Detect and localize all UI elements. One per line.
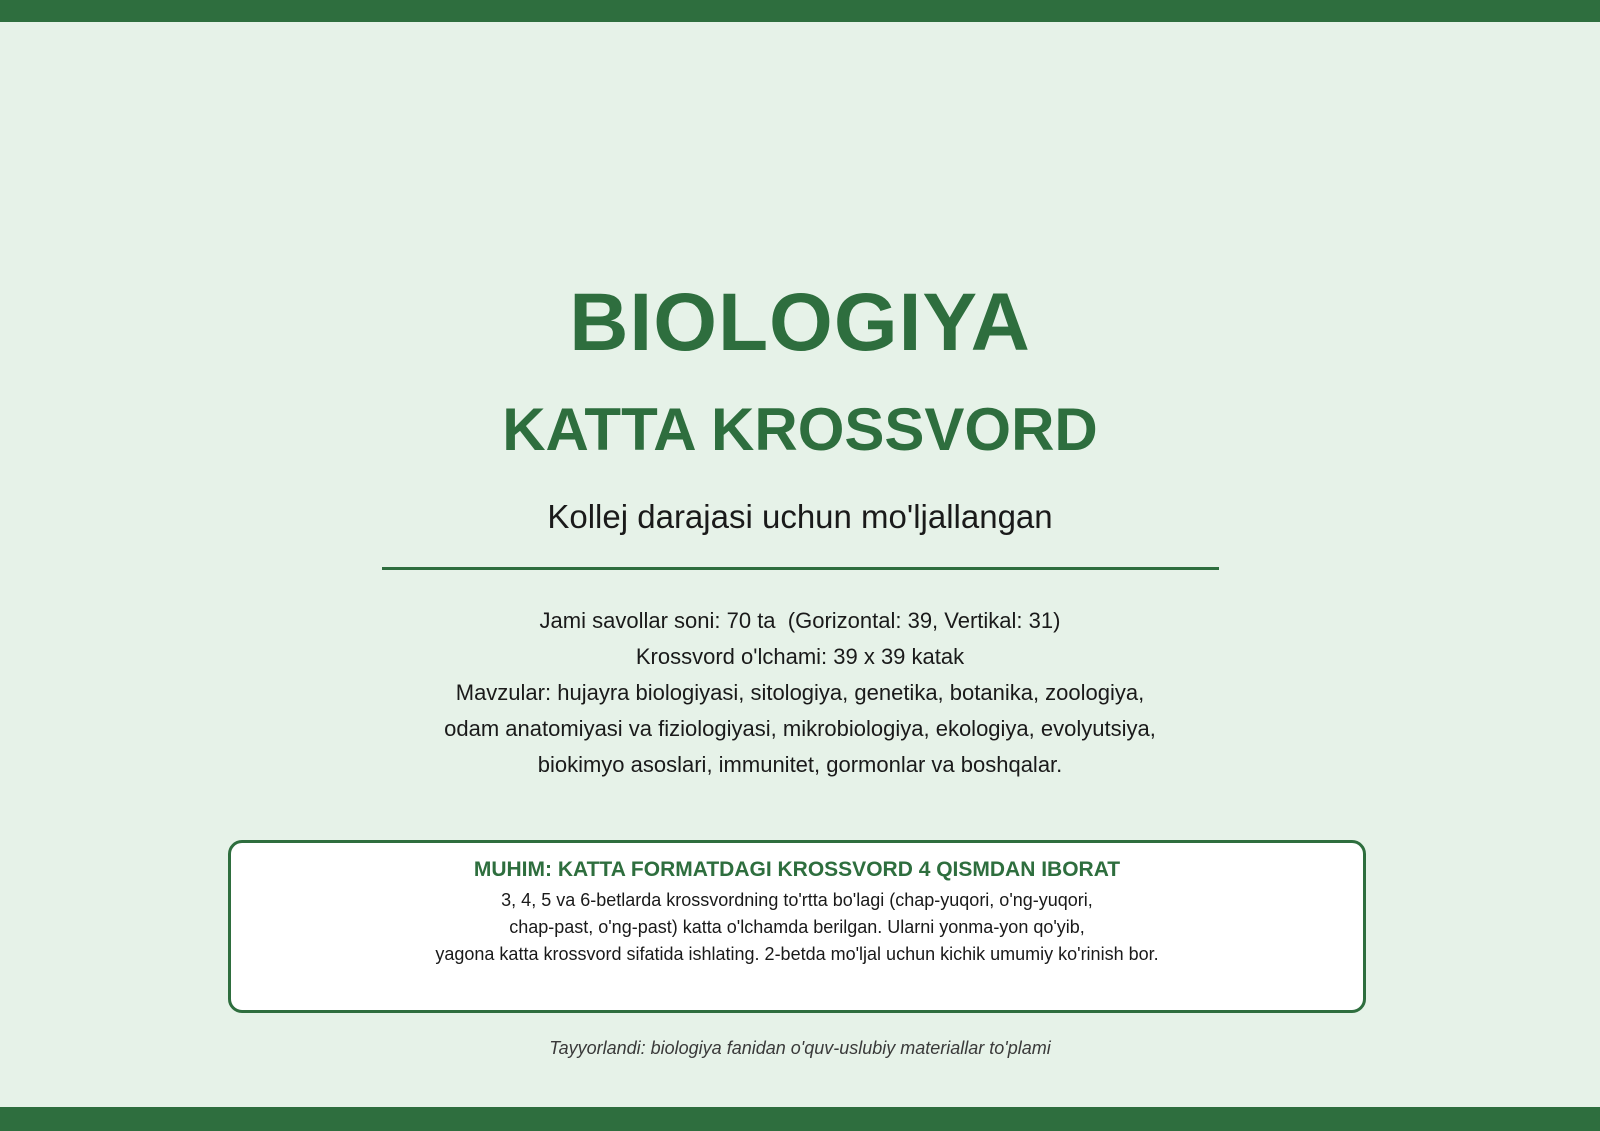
notice-line: chap-past, o'ng-past) katta o'lchamda berilgan. Ularni yonma-yon qo'yib, — [509, 917, 1085, 937]
info-line-topics-1: Mavzular: hujayra biologiyasi, sitologiya, genetika, botanika, zoologiya, — [455, 680, 1145, 705]
top-accent-bar — [0, 0, 1600, 22]
notice-box — [228, 840, 1366, 1013]
page-title: BIOLOGIYA — [569, 277, 1031, 368]
info-line-size: Krossvord o'lchami: 39 x 39 katak — [635, 644, 965, 669]
notice-title: MUHIM: KATTA FORMATDAGI KROSSVORD 4 QISMDAN IBORAT — [473, 858, 1121, 881]
info-line-topics-2: odam anatomiyasi va fiziologiyasi, mikrobiologiya, ekologiya, evolyutsiya, — [444, 716, 1156, 741]
notice-line: yagona katta krossvord sifatida ishlating. 2-betda mo'ljal uchun kichik umumiy ko'rinish bor. — [435, 944, 1159, 964]
info-block — [0, 603, 1600, 783]
notice-line: 3, 4, 5 va 6-betlarda krossvordning to'rtta bo'lagi (chap-yuqori, o'ng-yuqori, — [501, 890, 1093, 910]
info-line-questions: Jami savollar soni: 70 ta (Gorizontal: 39, Vertikal: 31) — [539, 608, 1061, 633]
page-subtitle: KATTA KROSSVORD — [502, 396, 1098, 463]
title-divider — [382, 567, 1219, 570]
info-line-topics-3: biokimyo asoslari, immunitet, gormonlar va boshqalar. — [537, 752, 1063, 777]
page-tagline: Kollej darajasi uchun mo'ljallangan — [547, 498, 1053, 535]
bottom-accent-bar — [0, 1107, 1600, 1131]
notice-body — [231, 887, 1363, 968]
footer-credit: Tayyorlandi: biologiya fanidan o'quv-uslubiy materiallar to'plami — [549, 1038, 1051, 1058]
